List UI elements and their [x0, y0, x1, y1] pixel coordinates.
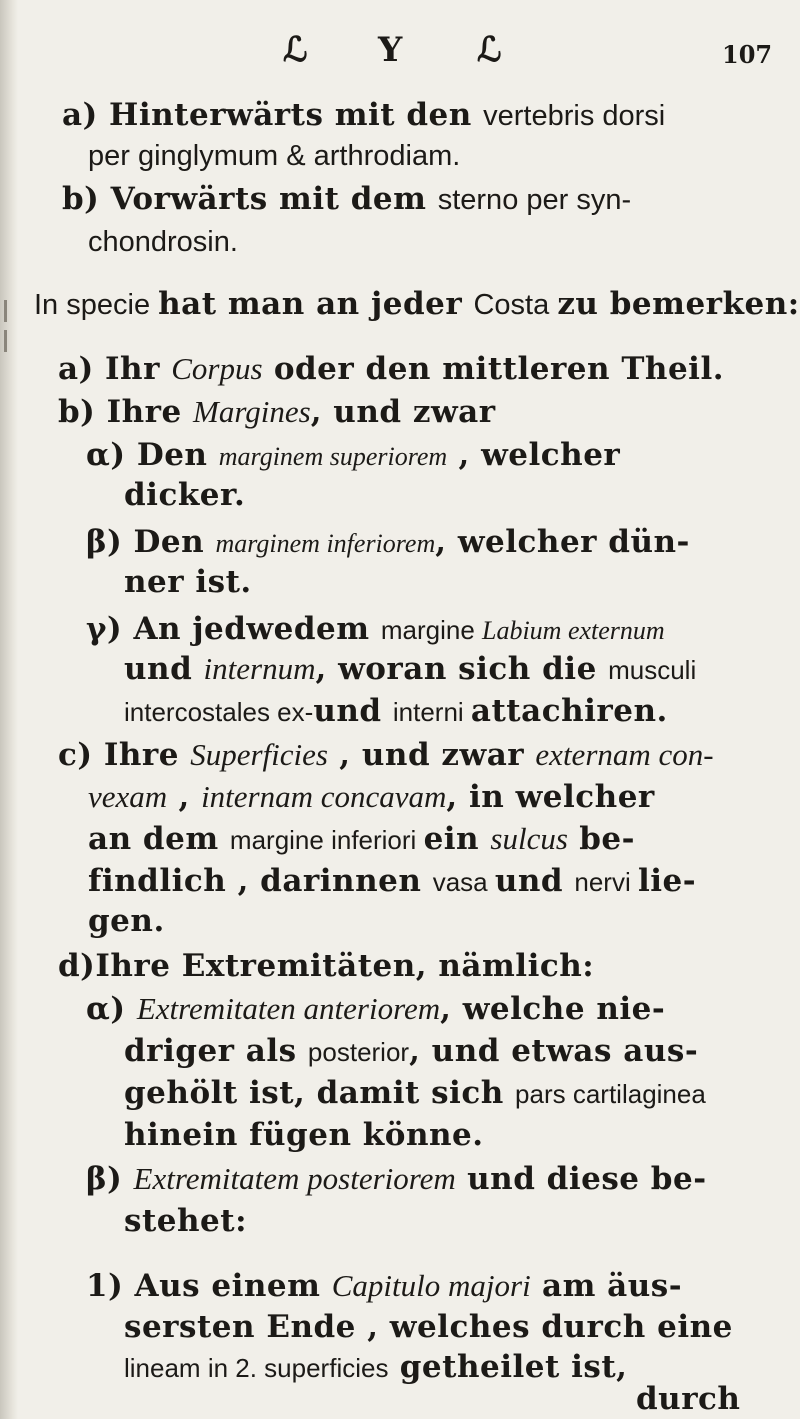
- text-run: und: [494, 863, 575, 899]
- text-line: [62, 180, 631, 219]
- text-run: An jedwedem: [133, 611, 381, 647]
- text-run: und diese be-: [455, 1161, 707, 1197]
- text-line: [88, 820, 635, 859]
- text-line: [124, 476, 245, 514]
- text-run: In specie: [34, 289, 159, 321]
- text-run: , woran sich die: [315, 651, 609, 687]
- text-line: [58, 393, 496, 431]
- text-run: Superficies: [190, 737, 328, 772]
- text-run: lineam in 2. superficies: [124, 1353, 389, 1383]
- text-run: b): [58, 394, 107, 430]
- text-run: intercostales ex-: [124, 697, 314, 727]
- text-run: , und etwas aus-: [409, 1033, 699, 1069]
- text-run: , welcher: [447, 437, 621, 473]
- text-run: ,: [167, 779, 202, 815]
- text-run: a): [58, 351, 106, 387]
- text-run: driger als: [124, 1033, 308, 1069]
- section-heading: [34, 285, 800, 324]
- text-run: α): [86, 991, 137, 1027]
- gutter-mark: [4, 300, 7, 322]
- text-line: [124, 1202, 247, 1240]
- text-line: [86, 990, 665, 1028]
- gutter-mark: [4, 330, 7, 352]
- text-run: Ihre Extremitäten, nämlich:: [95, 948, 595, 984]
- text-line: [124, 1308, 733, 1346]
- text-run: , welche nie-: [440, 991, 666, 1027]
- text-run: 1): [86, 1268, 135, 1304]
- signature-mark-2: Y: [378, 30, 403, 70]
- text-line: [86, 610, 665, 650]
- signature-mark-1: ℒ: [283, 30, 308, 70]
- text-run: und: [124, 651, 204, 687]
- text-line: [124, 1074, 706, 1113]
- text-run: hinein fügen könne.: [124, 1117, 484, 1153]
- text-run: Margines: [193, 394, 311, 429]
- text-run: c): [58, 737, 104, 773]
- text-run: Ihre: [103, 737, 191, 773]
- text-run: marginem inferiorem: [215, 529, 436, 558]
- text-run: Ihre: [106, 394, 194, 430]
- text-run: dicker.: [124, 477, 246, 513]
- text-run: interni: [392, 697, 471, 727]
- text-run: musculi: [608, 655, 697, 685]
- text-line: [124, 1116, 484, 1154]
- text-run: vasa: [432, 867, 495, 897]
- text-run: internum: [203, 651, 316, 686]
- text-run: vertebris dorsi: [483, 100, 666, 132]
- text-run: d): [58, 948, 96, 984]
- text-run: getheilet ist,: [388, 1349, 628, 1385]
- text-run: , und zwar: [327, 737, 536, 773]
- text-run: Vorwärts mit dem: [110, 181, 438, 217]
- text-run: und: [313, 693, 393, 729]
- text-run: β): [86, 524, 134, 560]
- text-line: [58, 947, 594, 985]
- text-run: sersten Ende , welches durch eine: [124, 1309, 733, 1345]
- text-run: , welcher dün-: [435, 524, 690, 560]
- text-line: [58, 350, 724, 388]
- text-run: Aus einem: [134, 1268, 332, 1304]
- catchword: [636, 1380, 740, 1418]
- text-run: ein: [423, 821, 491, 857]
- text-run: Corpus: [171, 351, 263, 386]
- text-run: a): [62, 97, 110, 133]
- text-run: nervi: [574, 867, 638, 897]
- text-run: Capitulo majori: [331, 1268, 531, 1303]
- text-run: durch: [636, 1381, 741, 1417]
- text-run: sterno per syn-: [437, 184, 632, 216]
- text-line: [88, 136, 460, 175]
- text-run: margine inferiori: [229, 825, 424, 855]
- text-run: gen.: [88, 903, 165, 939]
- text-run: be-: [567, 821, 635, 857]
- text-run: α): [86, 437, 137, 473]
- text-run: Den: [136, 437, 219, 473]
- text-run: zu bemerken:: [557, 286, 800, 322]
- text-run: Ihr: [105, 351, 172, 387]
- text-line: [58, 736, 714, 774]
- text-run: Extremitaten anteriorem: [136, 991, 441, 1026]
- text-run: β): [86, 1161, 134, 1197]
- text-run: sulcus: [490, 821, 568, 856]
- running-header: [0, 30, 800, 80]
- text-line: [62, 96, 665, 135]
- text-run: internam concavam: [201, 779, 447, 814]
- text-run: Hinterwärts mit den: [109, 97, 484, 133]
- text-line: [88, 862, 696, 901]
- text-line: [86, 523, 690, 563]
- text-run: pars cartilaginea: [515, 1079, 706, 1109]
- text-line: [86, 1160, 707, 1198]
- text-run: Den: [133, 524, 216, 560]
- text-run: Costa: [473, 289, 558, 321]
- binding-gutter: [0, 0, 18, 1419]
- text-run: lie-: [637, 863, 697, 899]
- text-run: attachiren.: [470, 693, 668, 729]
- text-run: marginem superiorem: [218, 442, 448, 471]
- text-run: posterior: [307, 1037, 410, 1067]
- text-line: [124, 563, 252, 601]
- text-line: [86, 1267, 682, 1305]
- text-line: [88, 222, 238, 261]
- text-run: vexam: [88, 779, 168, 814]
- text-run: an dem: [88, 821, 230, 857]
- text-run: , und zwar: [310, 394, 496, 430]
- page-number: 107: [722, 40, 773, 69]
- text-run: Labium externum: [482, 616, 665, 645]
- text-run: margine: [380, 615, 482, 645]
- text-line: [124, 1032, 698, 1071]
- text-line: [86, 436, 620, 476]
- text-run: γ): [86, 611, 134, 647]
- text-run: stehet:: [124, 1203, 248, 1239]
- text-run: gehölt ist, damit sich: [124, 1075, 516, 1111]
- text-line: [124, 692, 668, 731]
- text-run: b): [62, 181, 111, 217]
- text-line: [124, 1348, 627, 1387]
- text-run: chondrosin.: [88, 226, 238, 258]
- text-run: Extremitatem posteriorem: [133, 1161, 456, 1196]
- text-line: [124, 650, 696, 689]
- text-run: hat man an jeder: [158, 286, 474, 322]
- text-line: [88, 778, 655, 816]
- text-run: per ginglymum & arthrodiam.: [88, 140, 461, 172]
- text-run: findlich , darinnen: [88, 863, 433, 899]
- text-run: oder den mittleren Theil.: [262, 351, 725, 387]
- signature-mark-3: ℒ: [477, 30, 502, 70]
- text-run: , in welcher: [446, 779, 655, 815]
- text-run: am äus-: [530, 1268, 683, 1304]
- text-run: externam con-: [535, 737, 714, 772]
- text-line: [88, 902, 165, 940]
- text-run: ner ist.: [124, 564, 252, 600]
